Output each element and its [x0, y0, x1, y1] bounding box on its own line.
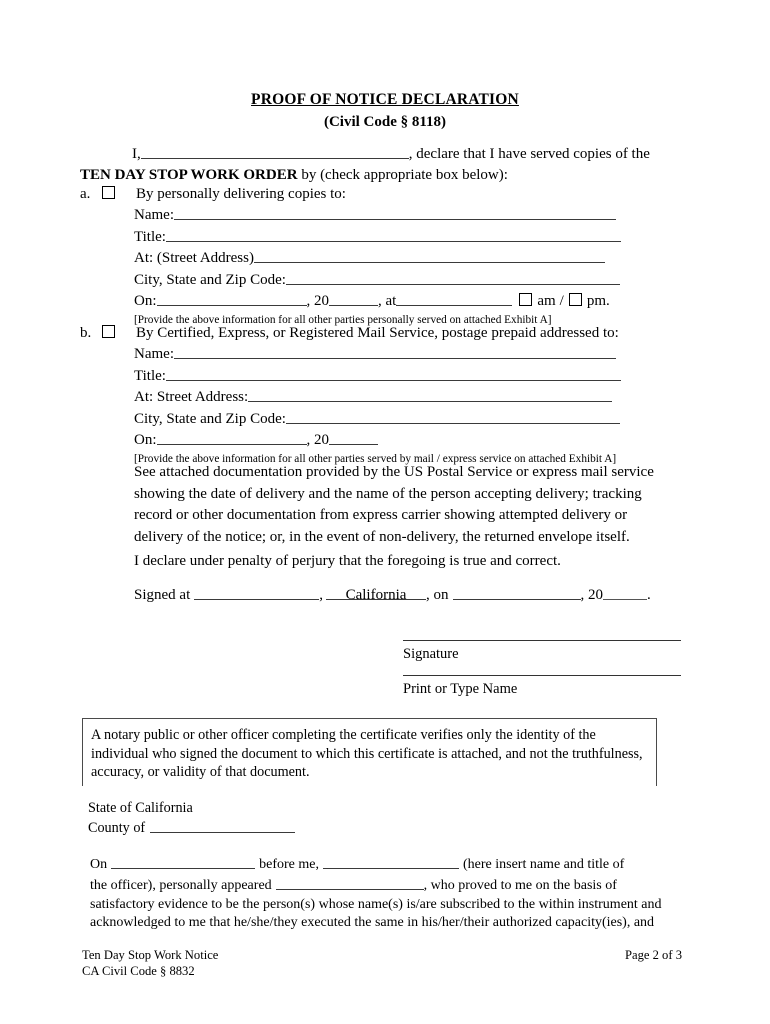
label-citystatezip-b: City, State and Zip Code: [134, 410, 286, 427]
note-exhibit-a-personal: [Provide the above information for all other parties personally served on attached Exhibit A] [134, 313, 552, 326]
checkbox-pm[interactable] [569, 293, 582, 306]
comma-1: , [319, 587, 323, 603]
page-subtitle: (Civil Code § 8118) [323, 114, 447, 130]
item-b-letter: b. [80, 325, 92, 341]
input-ack-date[interactable] [111, 854, 255, 869]
service-method-b [80, 323, 700, 466]
note-exhibit-a-mail: [Provide the above information for all other parties served by mail / express service on attached Exhibit A] [134, 452, 617, 465]
input-title-a[interactable] [166, 227, 621, 242]
checkbox-am[interactable] [519, 293, 532, 306]
signature-label: Signature [403, 646, 459, 662]
signed-year-label: , 20 [580, 587, 603, 603]
county-line [88, 818, 295, 838]
input-citystatezip-b[interactable] [286, 409, 620, 424]
service-method-a [80, 184, 700, 327]
order-line [80, 165, 692, 186]
input-citystatezip-a[interactable] [286, 270, 620, 285]
i-label: I, [132, 146, 141, 162]
input-name-a[interactable] [174, 205, 616, 220]
check-instruction: by (check appropriate box below): [297, 167, 508, 183]
ack-line-1 [90, 854, 676, 875]
ack-line-3: satisfactory evidence to be the person(s) whose name(s) is/are subscribed to the within instrument and [90, 896, 662, 912]
label-am: am [537, 293, 556, 309]
label-pm: pm. [586, 293, 610, 309]
input-signed-city[interactable] [194, 585, 319, 600]
field-row-name-b [80, 344, 700, 366]
item-a-letter: a. [80, 186, 91, 202]
label-title-b: Title: [134, 367, 166, 384]
intro-block [80, 144, 692, 186]
perjury-paragraph: I declare under penalty of perjury that the foregoing is true and correct. [134, 553, 561, 569]
label-on-b: On: [134, 432, 157, 448]
field-row-on-b [80, 430, 700, 452]
input-date-b[interactable] [157, 430, 307, 445]
input-signed-year[interactable] [603, 586, 647, 600]
signed-at-label: Signed at [134, 587, 191, 603]
field-row-address-a [80, 248, 700, 270]
footer-left [82, 948, 218, 979]
declarant-name-blank[interactable] [141, 144, 409, 159]
field-row-citystatezip-a [80, 270, 700, 292]
checkbox-personal-delivery[interactable] [102, 186, 115, 199]
ack-proved-label: , who proved to me on the basis of [423, 877, 617, 893]
input-address-b[interactable] [248, 387, 612, 402]
item-b-heading: By Certified, Express, or Registered Mail Service, postage prepaid addressed to: [136, 325, 619, 341]
label-at-a: , at [378, 293, 397, 309]
footer-code-ref: CA Civil Code § 8832 [82, 963, 195, 978]
label-year-b: , 20 [306, 432, 329, 448]
order-name: TEN DAY STOP WORK ORDER [80, 167, 298, 183]
label-citystatezip-a: City, State and Zip Code: [134, 271, 286, 288]
notary-disclosure-box [82, 718, 657, 786]
title-block [0, 90, 770, 132]
input-year-b[interactable] [329, 430, 378, 445]
documentation-paragraph: See attached documentation provided by the US Postal Service or express mail service showing the date of delivery and the name of the person accepting delivery; tracking record or other documentation from express carrier showing attempted delivery or delivery of the notice; or, in the event of non-delivery, the returned envelope itself. [134, 464, 654, 545]
footer-page-number: Page 2 of 3 [624, 948, 682, 962]
label-title-a: Title: [134, 228, 166, 245]
field-row-name-a [80, 205, 700, 227]
field-row-title-a [80, 227, 700, 249]
field-row-citystatezip-b [80, 409, 700, 431]
label-name-b: Name: [134, 346, 174, 362]
print-name-label: Print or Type Name [403, 681, 518, 697]
item-b-heading-row [80, 323, 700, 344]
notary-acknowledgment [90, 854, 676, 933]
input-address-a[interactable] [254, 248, 605, 263]
input-title-b[interactable] [166, 366, 621, 381]
ack-line-2 [90, 875, 676, 896]
label-slash: / [559, 293, 564, 309]
input-date-a[interactable] [157, 291, 307, 306]
input-signed-date[interactable] [453, 585, 581, 600]
input-time-a[interactable] [396, 291, 512, 306]
county-label: County of [88, 820, 146, 836]
item-a-heading: By personally delivering copies to: [136, 186, 346, 202]
ack-insert-note: (here insert name and title of [462, 857, 625, 872]
label-year-a: , 20 [306, 293, 329, 309]
signature-block [403, 640, 681, 699]
label-address-a: At: (Street Address) [134, 250, 254, 266]
input-county[interactable] [150, 818, 295, 833]
field-row-address-b [80, 387, 700, 409]
signed-at-line [134, 585, 694, 607]
declare-text: , declare that I have served copies of the [408, 146, 650, 162]
declarant-line [80, 144, 692, 165]
state-line: State of California [88, 800, 193, 816]
signed-period: . [647, 587, 651, 603]
label-on-a: On: [134, 293, 157, 309]
ack-officer-label: the officer), personally appeared [90, 877, 272, 893]
ack-on-label: On [90, 857, 108, 872]
notary-disclosure-text: A notary public or other officer completing the certificate verifies only the identity of the individual who signed the document to which this certificate is attached, and not the truthfulness, accuracy, or validity of that document. [91, 727, 643, 781]
field-row-on-a [80, 291, 700, 313]
checkbox-mail-service[interactable] [102, 325, 115, 338]
label-address-b: At: Street Address: [134, 389, 249, 405]
jurisdiction-block [88, 799, 295, 838]
signed-on-label: , on [426, 587, 449, 603]
ack-before-me-label: before me, [259, 857, 319, 872]
page-title: PROOF OF NOTICE DECLARATION [251, 91, 519, 108]
input-officer-name[interactable] [323, 854, 459, 869]
signed-state-value [326, 585, 426, 603]
item-a-heading-row [80, 184, 700, 205]
input-year-a[interactable] [329, 291, 378, 306]
label-name-a: Name: [134, 207, 174, 223]
input-appeared-name[interactable] [276, 875, 424, 890]
footer-doc-name: Ten Day Stop Work Notice [82, 948, 219, 962]
ack-line-4: acknowledged to me that he/she/they executed the same in his/her/their authorized capacity(ies), and [90, 915, 655, 931]
input-name-b[interactable] [174, 344, 616, 359]
state-text: California [345, 587, 407, 603]
field-row-title-b [80, 366, 700, 388]
